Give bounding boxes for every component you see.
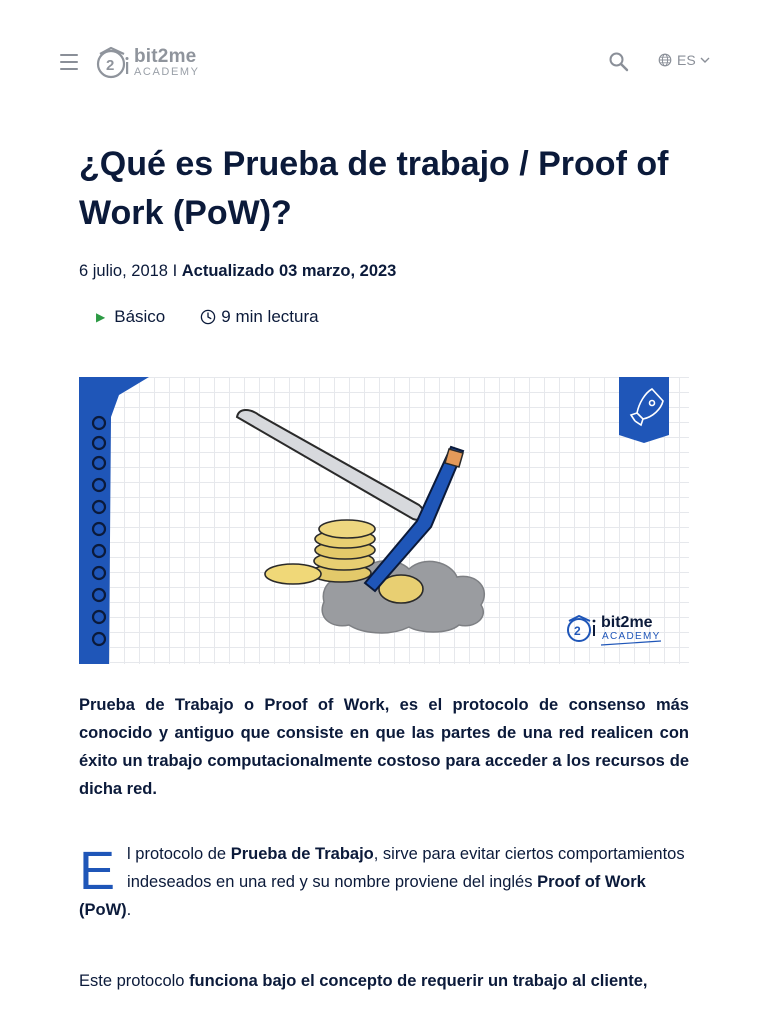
p2-bold-text: funciona bajo el concepto de requerir un trabajo al cliente, (189, 972, 648, 990)
article-hero-image (79, 377, 689, 664)
level-chip[interactable] (96, 307, 165, 327)
article-dates (79, 262, 396, 281)
handle-grip (445, 449, 463, 467)
level-label: Básico (114, 307, 166, 326)
p2-text: Este protocolo (79, 972, 190, 990)
notebook-binding (79, 377, 149, 664)
p1-text: . (126, 901, 132, 919)
pickaxe-head (237, 410, 424, 520)
bit2me-logo-icon (94, 44, 130, 80)
hero-logo-sub: ACADEMY (602, 631, 661, 642)
hamburger-menu-icon[interactable] (60, 54, 78, 70)
logo-brand-text: bit2me (134, 45, 197, 67)
language-selector[interactable] (658, 52, 710, 68)
chevron-down-icon (700, 56, 710, 64)
published-date: 6 julio, 2018 (79, 262, 168, 280)
search-icon[interactable] (608, 51, 630, 73)
p1-text: l protocolo de (127, 845, 231, 863)
p1-bold-term: Prueba de Trabajo (230, 845, 374, 863)
loose-coin (265, 564, 321, 584)
p1-bold-term: Proof of Work (PoW) (79, 873, 646, 919)
article-paragraph-2 (79, 967, 709, 995)
hero-logo-brand: bit2me (601, 614, 653, 631)
hero-bit2me-logo-icon (568, 616, 595, 641)
globe-icon (658, 53, 672, 67)
read-time-chip (200, 307, 318, 327)
article-tags (96, 307, 319, 327)
read-time-label: 9 min lectura (221, 307, 319, 326)
p1-text: , sirve para evitar ciertos comportamientos indeseados en una red y su nombre proviene del inglés (127, 845, 685, 891)
logo-sub-text: ACADEMY (134, 65, 200, 78)
date-separator: I (168, 262, 182, 280)
svg-text:2: 2 (574, 624, 581, 638)
article-paragraph-1 (79, 840, 689, 924)
article-title: ¿Qué es Prueba de trabajo / Proof of Work (PoW)? (79, 145, 669, 232)
top-bar (0, 0, 768, 124)
pickaxe-mining-illustration (79, 377, 689, 664)
article-lead: Prueba de Trabajo o Proof of Work, es el protocolo de consenso más conocido y antiguo que consiste en que las partes de una red realicen con éxito un trabajo computacionalmente costoso para acceder a los recursos de dicha red. (79, 696, 689, 798)
language-label: ES (677, 52, 696, 68)
play-triangle-icon: ▶ (96, 310, 106, 324)
clock-icon (200, 309, 216, 325)
svg-text:2: 2 (106, 57, 115, 74)
bookmark-ribbon (619, 377, 669, 443)
updated-date: Actualizado 03 marzo, 2023 (181, 262, 397, 280)
site-logo[interactable] (94, 44, 200, 80)
dropcap: E (79, 841, 116, 901)
